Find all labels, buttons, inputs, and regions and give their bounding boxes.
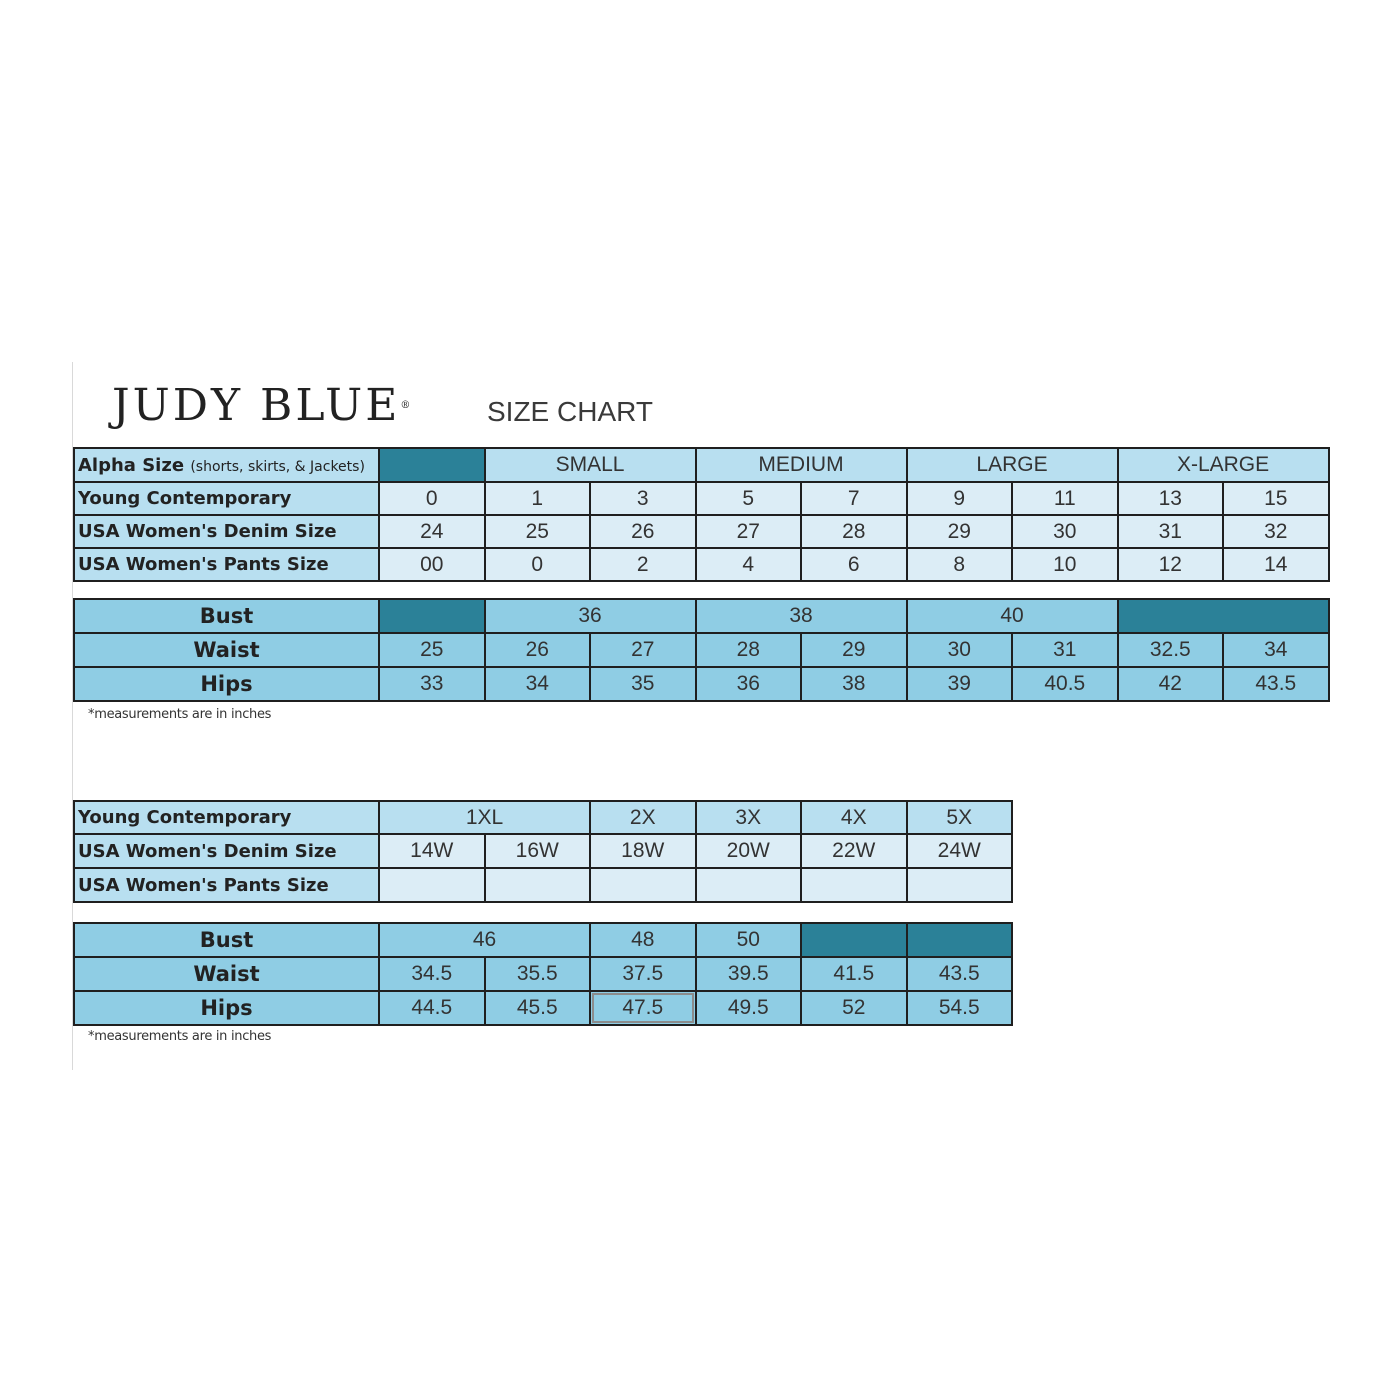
table-cell [696, 868, 802, 902]
young-contemporary-row [74, 801, 1012, 834]
selected-cell[interactable]: 47.5 [590, 991, 696, 1025]
waist-row [74, 633, 1329, 667]
table-cell: 32.5 [1118, 633, 1224, 667]
measurement-note: *measurements are in inches [88, 707, 272, 722]
table-cell [590, 868, 696, 902]
bust-cell: 50 [696, 923, 802, 957]
table-cell: 26 [590, 515, 696, 548]
table-cell: 14W [379, 834, 485, 868]
empty-dark-cell [379, 448, 485, 482]
bust-label: Bust [74, 599, 379, 633]
table-cell: 7 [801, 482, 907, 515]
table-cell: 52 [801, 991, 907, 1025]
table-cell: 32 [1223, 515, 1329, 548]
table-cell: 30 [1012, 515, 1118, 548]
alpha-group-cell: MEDIUM [696, 448, 907, 482]
table-cell [485, 868, 591, 902]
table-cell: 37.5 [590, 957, 696, 991]
table-cell: 15 [1223, 482, 1329, 515]
denim-size-row [74, 515, 1329, 548]
table-cell: 12 [1118, 548, 1224, 581]
table-cell: 42 [1118, 667, 1224, 701]
denim-size-row [74, 834, 1012, 868]
empty-dark-cell [1118, 599, 1329, 633]
pants-size-row [74, 548, 1329, 581]
hips-row [74, 667, 1329, 701]
bust-cell: 38 [696, 599, 907, 633]
table-cell: 1XL [379, 801, 590, 834]
table-cell: 8 [907, 548, 1013, 581]
measurement-table-plus [73, 922, 1013, 1026]
table-cell: 43.5 [907, 957, 1013, 991]
table-cell: 14 [1223, 548, 1329, 581]
table-cell: 30 [907, 633, 1013, 667]
table-cell: 49.5 [696, 991, 802, 1025]
table-cell: 28 [801, 515, 907, 548]
table-cell: 5X [907, 801, 1013, 834]
table-cell: 27 [696, 515, 802, 548]
table-cell: 44.5 [379, 991, 485, 1025]
table-cell: 2 [590, 548, 696, 581]
table-cell: 39 [907, 667, 1013, 701]
bust-cell: 36 [485, 599, 696, 633]
denim-size-label: USA Women's Denim Size [74, 834, 379, 868]
bust-row [74, 923, 1012, 957]
hips-row [74, 991, 1012, 1025]
hips-label: Hips [74, 667, 379, 701]
table-cell: 3 [590, 482, 696, 515]
table-cell: 4 [696, 548, 802, 581]
table-cell: 34 [1223, 633, 1329, 667]
bust-cell: 46 [379, 923, 590, 957]
table-cell: 43.5 [1223, 667, 1329, 701]
table-cell: 20W [696, 834, 802, 868]
alpha-size-label: Alpha Size (shorts, skirts, & Jackets) [74, 448, 379, 482]
table-cell: 40.5 [1012, 667, 1118, 701]
table-cell: 16W [485, 834, 591, 868]
bust-cell: 48 [590, 923, 696, 957]
measurement-note: *measurements are in inches [88, 1029, 272, 1044]
table-cell: 2X [590, 801, 696, 834]
young-contemporary-row [74, 482, 1329, 515]
young-contemporary-label: Young Contemporary [74, 801, 379, 834]
table-cell: 0 [485, 548, 591, 581]
table-cell [801, 868, 907, 902]
table-cell: 6 [801, 548, 907, 581]
table-cell: 28 [696, 633, 802, 667]
table-cell: 31 [1012, 633, 1118, 667]
table-cell: 5 [696, 482, 802, 515]
table-cell: 0 [379, 482, 485, 515]
table-cell: 13 [1118, 482, 1224, 515]
waist-label: Waist [74, 957, 379, 991]
table-cell: 1 [485, 482, 591, 515]
table-cell: 33 [379, 667, 485, 701]
alpha-size-row [74, 448, 1329, 482]
hips-label: Hips [74, 991, 379, 1025]
table-cell: 9 [907, 482, 1013, 515]
bust-row [74, 599, 1329, 633]
alpha-group-cell: X-LARGE [1118, 448, 1329, 482]
pants-size-row [74, 868, 1012, 902]
table-cell: 29 [801, 633, 907, 667]
table-cell: 41.5 [801, 957, 907, 991]
table-cell: 34 [485, 667, 591, 701]
table-cell: 11 [1012, 482, 1118, 515]
brand-logo: JUDY BLUE® [112, 380, 414, 431]
table-cell [907, 868, 1013, 902]
empty-dark-cell [801, 923, 907, 957]
empty-dark-cell [379, 599, 485, 633]
table-cell: 00 [379, 548, 485, 581]
waist-label: Waist [74, 633, 379, 667]
alpha-group-cell: SMALL [485, 448, 696, 482]
table-cell: 45.5 [485, 991, 591, 1025]
table-cell: 3X [696, 801, 802, 834]
pants-size-label: USA Women's Pants Size [74, 548, 379, 581]
empty-dark-cell [907, 923, 1013, 957]
table-cell: 29 [907, 515, 1013, 548]
table-cell: 54.5 [907, 991, 1013, 1025]
table-cell: 22W [801, 834, 907, 868]
bust-label: Bust [74, 923, 379, 957]
table-cell: 18W [590, 834, 696, 868]
table-cell: 24 [379, 515, 485, 548]
size-table-regular [73, 447, 1330, 582]
table-cell [379, 868, 485, 902]
table-cell: 34.5 [379, 957, 485, 991]
measurement-table-regular [73, 598, 1330, 702]
table-cell: 24W [907, 834, 1013, 868]
table-cell: 38 [801, 667, 907, 701]
table-cell: 4X [801, 801, 907, 834]
table-cell: 27 [590, 633, 696, 667]
young-contemporary-label: Young Contemporary [74, 482, 379, 515]
table-cell: 25 [379, 633, 485, 667]
bust-cell: 40 [907, 599, 1118, 633]
page-title: SIZE CHART [487, 396, 653, 427]
table-cell: 31 [1118, 515, 1224, 548]
table-cell: 35 [590, 667, 696, 701]
waist-row [74, 957, 1012, 991]
pants-size-label: USA Women's Pants Size [74, 868, 379, 902]
table-cell: 39.5 [696, 957, 802, 991]
table-cell: 26 [485, 633, 591, 667]
table-cell: 10 [1012, 548, 1118, 581]
table-cell: 36 [696, 667, 802, 701]
table-cell: 25 [485, 515, 591, 548]
size-table-plus [73, 800, 1013, 903]
table-cell: 35.5 [485, 957, 591, 991]
alpha-group-cell: LARGE [907, 448, 1118, 482]
denim-size-label: USA Women's Denim Size [74, 515, 379, 548]
